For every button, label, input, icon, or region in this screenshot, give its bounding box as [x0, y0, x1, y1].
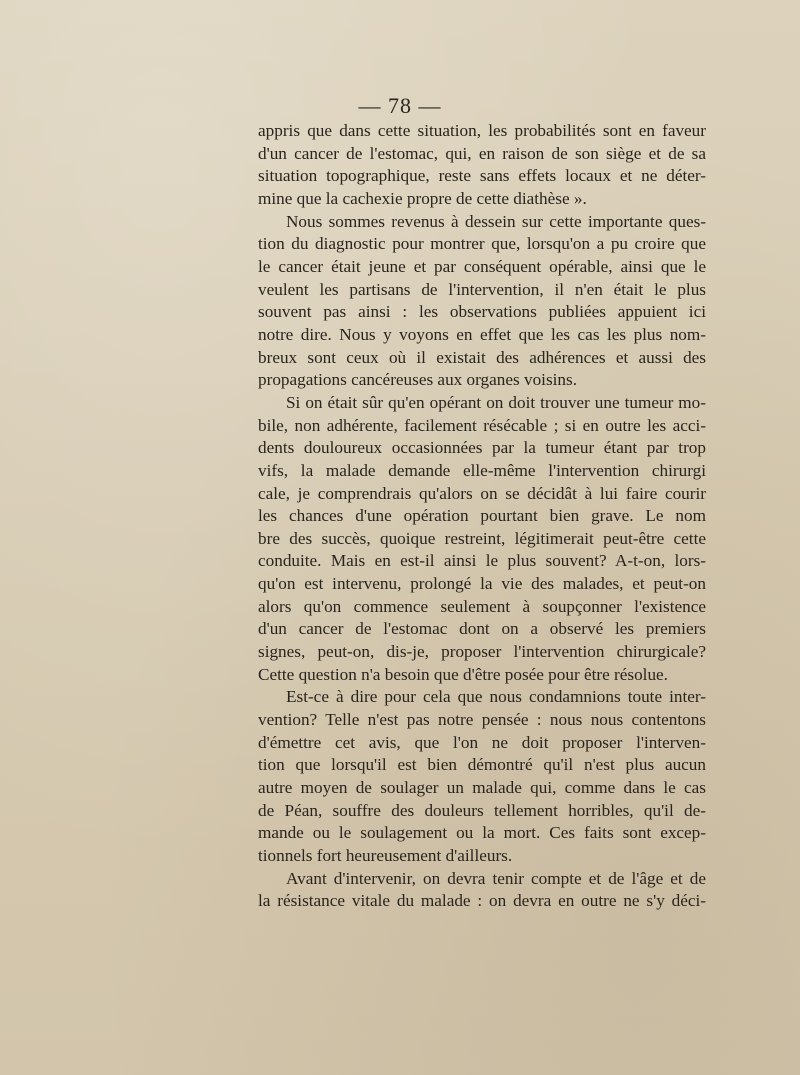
body-text: [258, 120, 706, 913]
text-line: qu'on est intervenu, prolongé la vie des malades, et peut-on: [258, 574, 706, 594]
text-line: de Péan, souffre des douleurs tellement horribles, qu'il de-: [258, 800, 706, 820]
text-line: Nous sommes revenus à dessein sur cette importante ques-: [286, 211, 706, 231]
text-line: situation topographique, reste sans effets locaux et ne déter-: [258, 166, 706, 186]
text-line: souvent pas ainsi : les observations publiées appuient ici: [258, 302, 706, 322]
text-line: signes, peut-on, dis-je, proposer l'intervention chirurgicale?: [258, 642, 706, 662]
text-line: dents douloureux occasionnées par la tumeur étant par trop: [258, 438, 706, 458]
text-line: conduite. Mais en est-il ainsi le plus souvent? A-t-on, lors-: [258, 551, 706, 571]
text-line: appris que dans cette situation, les probabilités sont en faveur: [258, 121, 706, 140]
text-line: Avant d'intervenir, on devra tenir compte et de l'âge et de: [286, 868, 706, 888]
text-line: tionnels fort heureusement d'ailleurs.: [258, 846, 513, 865]
text-line: notre dire. Nous y voyons en effet que les cas les plus nom-: [258, 324, 706, 344]
text-line: la résistance vitale du malade : on devra en outre ne s'y déci-: [258, 891, 706, 911]
text-line: vention? Telle n'est pas notre pensée : nous nous contentons: [258, 710, 706, 730]
text-line: mande ou le soulagement ou la mort. Ces faits sont excep-: [258, 823, 706, 843]
text-line: cale, je comprendrais qu'alors on se décidât à lui faire courir: [258, 483, 706, 503]
page-number: — 78 —: [358, 93, 442, 118]
text-line: veulent les partisans de l'intervention, il n'en était le plus: [258, 279, 706, 299]
text-line: Cette question n'a besoin que d'être posée pour être résolue.: [258, 664, 668, 684]
text-line: d'un cancer de l'estomac, qui, en raison de son siège et de sa: [258, 143, 706, 163]
text-line: breux sont ceux où il existait des adhérences et aussi des: [258, 347, 706, 367]
text-line: autre moyen de soulager un malade qui, comme dans le cas: [258, 778, 706, 798]
text-line: propagations cancéreuses aux organes voisins.: [258, 370, 577, 390]
text-line: d'un cancer de l'estomac dont on a observé les premiers: [258, 619, 706, 639]
text-line: Est-ce à dire pour cela que nous condamnions toute inter-: [286, 687, 706, 707]
text-line: mine que la cachexie propre de cette diathèse ».: [258, 188, 587, 208]
text-line: Si on était sûr qu'en opérant on doit trouver une tumeur mo-: [286, 392, 706, 412]
text-line: bre des succès, quoique restreint, légitimerait peut-être cette: [258, 528, 706, 548]
text-line: tion du diagnostic pour montrer que, lorsqu'on a pu croire que: [258, 234, 706, 254]
text-line: les chances d'une opération pourtant bien grave. Le nom: [258, 506, 706, 526]
text-line: tion que lorsqu'il est bien démontré qu'il n'est plus aucun: [258, 755, 706, 775]
text-line: le cancer était jeune et par conséquent opérable, ainsi que le: [258, 256, 706, 276]
text-line: alors qu'on commence seulement à soupçonner l'existence: [258, 596, 706, 616]
text-line: bile, non adhérente, facilement résécable ; si en outre les acci-: [258, 415, 706, 435]
text-line: vifs, la malade demande elle-même l'intervention chirurgi: [258, 460, 706, 480]
text-line: d'émettre cet avis, que l'on ne doit proposer l'interven-: [258, 732, 706, 752]
